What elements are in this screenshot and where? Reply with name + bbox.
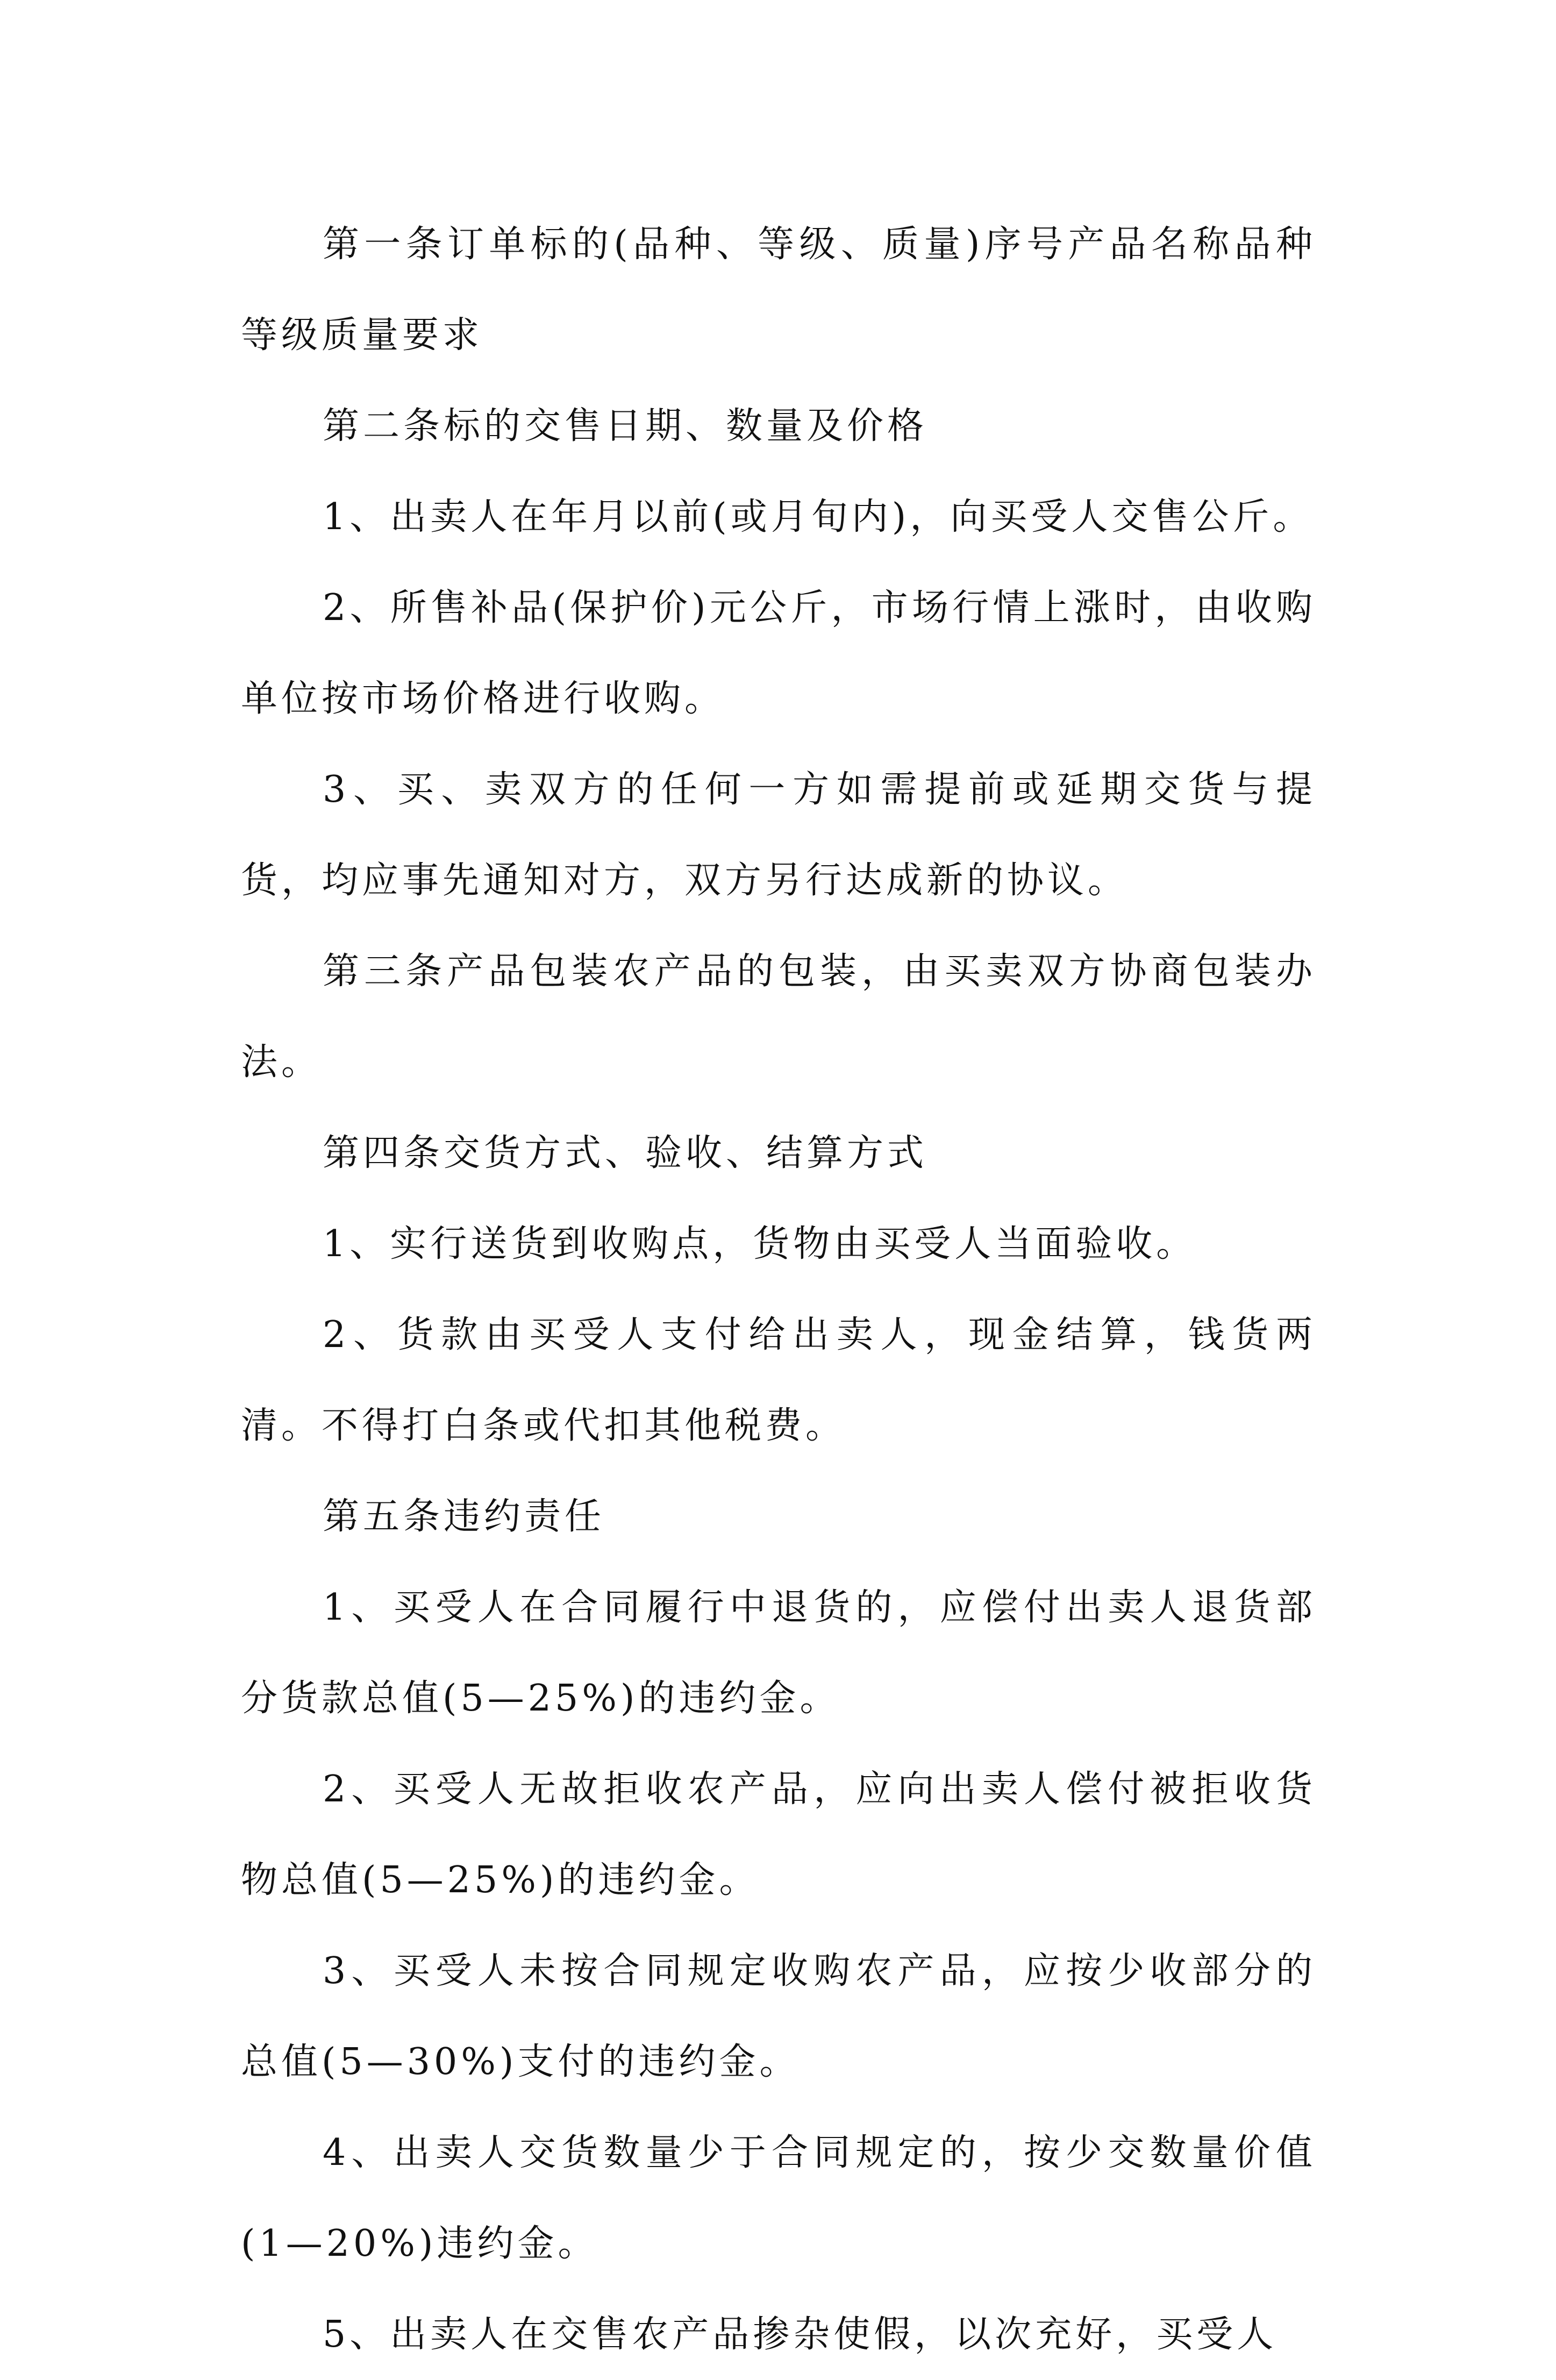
clause-2-item-1: 1、出卖人在年月以前(或月旬内)，向买受人交售公斤。 <box>323 496 1314 538</box>
clause-3-title: 第三条产品包装农产品的包装，由买卖双方协商包装办法。 <box>241 950 1316 1084</box>
clause-4-item-2: 2、货款由买受人支付给出卖人，现金结算，钱货两清。不得打白条或代扣其他税费。 <box>241 1314 1316 1447</box>
clause-5-item-4: 4、出卖人交货数量少于合同规定的，按少交数量价值(1—20%)违约金。 <box>241 2132 1316 2265</box>
clause-5-item-3: 3、买受人未按合同规定收购农产品，应按少收部分的总值(5—30%)支付的违约金。 <box>241 1950 1316 2083</box>
clause-2-item-3: 3、买、卖双方的任何一方如需提前或延期交货与提货，均应事先通知对方，双方另行达成新的协议。 <box>241 768 1316 902</box>
clause-2-title: 第二条标的交售日期、数量及价格 <box>323 405 928 447</box>
clause-5-title: 第五条违约责任 <box>323 1495 605 1538</box>
clause-1-title: 第一条订单标的(品种、等级、质量)序号产品名称品种等级质量要求 <box>241 223 1316 357</box>
document-body <box>241 199 1316 2380</box>
clause-5-item-1: 1、买受人在合同履行中退货的，应偿付出卖人退货部分货款总值(5—25%)的违约金。 <box>241 1586 1316 1720</box>
clause-5-item-2: 2、买受人无故拒收农产品，应向出卖人偿付被拒收货物总值(5—25%)的违约金。 <box>241 1768 1316 1901</box>
clause-4-item-1: 1、实行送货到收购点，货物由买受人当面验收。 <box>323 1223 1197 1265</box>
clause-2-item-2: 2、所售补品(保护价)元公斤，市场行情上涨时，由收购单位按市场价格进行收购。 <box>241 587 1316 720</box>
clause-4-title: 第四条交货方式、验收、结算方式 <box>323 1132 928 1174</box>
clause-5-item-5: 5、出卖人在交售农产品掺杂使假，以次充好，买受人 <box>323 2313 1277 2356</box>
